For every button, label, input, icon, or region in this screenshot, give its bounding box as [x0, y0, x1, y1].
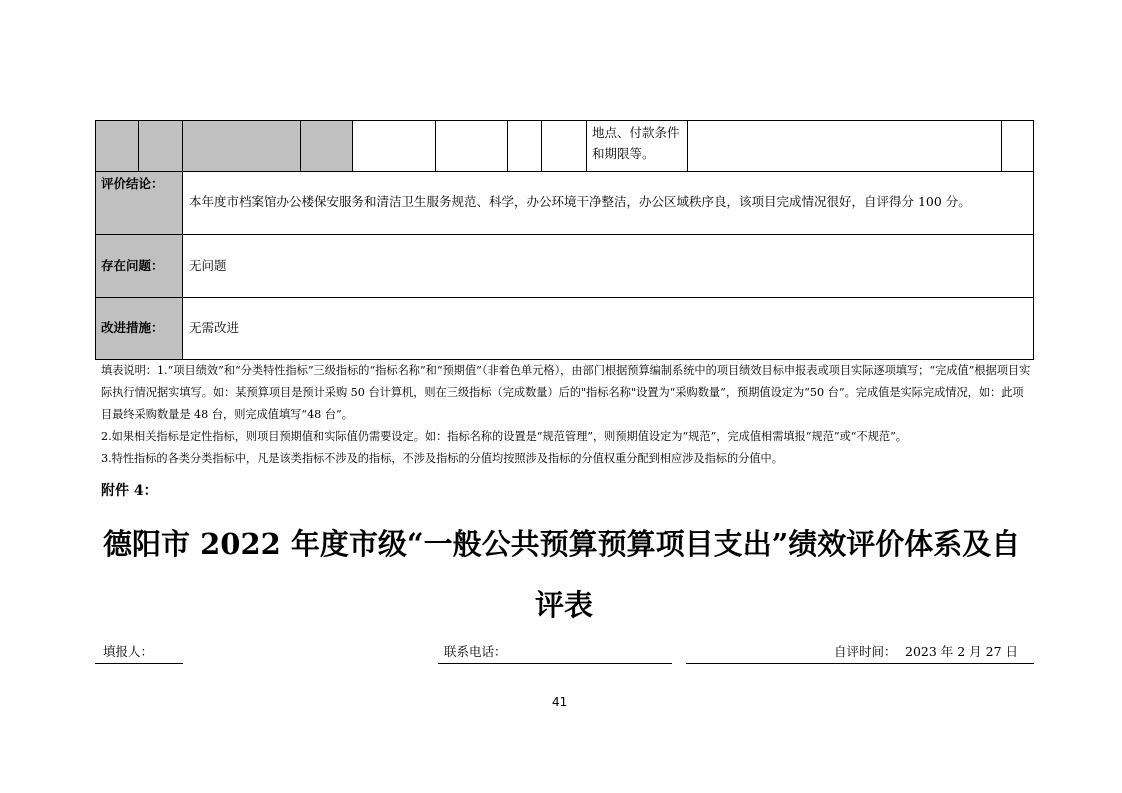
fill-instructions-note-3: 3.特性指标的各类分类指标中，凡是该类指标不涉及的指标，不涉及指标的分值均按照涉及指标的分值权重分配到相应涉及指标的分值中。 — [101, 452, 783, 465]
date-label: 自评时间： — [834, 644, 897, 659]
payment-terms-text-cont: 和期限等。 — [592, 146, 655, 161]
fill-instructions-note-1: 填表说明：1.“项目绩效”和“分类特性指标”三级指标的“指标名称”和“预期值”（非着色单元格），由部门根据预算编制系统中的项目绩效目标申报表或项目实际逐项填写；“完成值”根据项目实际执行情况据实填写。如：某预算项目是预计采购 50 台计算机，则在三级指标（完成数量）后的"指标名称"设置为“采购数量”，预期值设定为“50 台”。完成值是实际完成情况，如：此项目最终采购数量是 48 台，则完成值填写“48 台”。 — [101, 364, 1031, 421]
shaded-cell — [182, 121, 352, 171]
problems-label: 存在问题： — [101, 258, 164, 273]
problems-text: 无问题 — [189, 258, 227, 273]
page-title: 德阳市 2022 年度市级“一般公共预算预算项目支出”绩效评价体系及自 — [103, 527, 1021, 561]
phone-label: 联系电话： — [444, 644, 507, 659]
page-title-cont: 评表 — [535, 588, 594, 622]
improvement-label: 改进措施： — [101, 320, 164, 335]
filler-label: 填报人： — [103, 644, 154, 659]
date-value: 2023 年 2 月 27 日 — [905, 644, 1019, 659]
filler-underline — [95, 663, 183, 664]
shaded-cell — [96, 121, 182, 171]
conclusion-text: 本年度市档案馆办公楼保安服务和清洁卫生服务规范、科学，办公环境干净整洁，办公区域秩序良，该项目完成情况很好，自评得分 100 分。 — [189, 194, 971, 209]
payment-terms-text: 地点、付款条件 — [592, 125, 680, 140]
attachment-label: 附件 4： — [101, 483, 158, 499]
fill-instructions-note-2: 2.如果相关指标是定性指标，则项目预期值和实际值仍需要设定。如：指标名称的设置是“规范管理”，则预期值设定为“规范”，完成值相需填报“规范”或“不规范”。 — [101, 430, 907, 443]
improvement-text: 无需改进 — [189, 320, 240, 335]
phone-underline — [438, 663, 672, 664]
date-underline — [686, 663, 1034, 664]
conclusion-label: 评价结论： — [101, 176, 164, 191]
page-number: 41 — [552, 695, 568, 709]
